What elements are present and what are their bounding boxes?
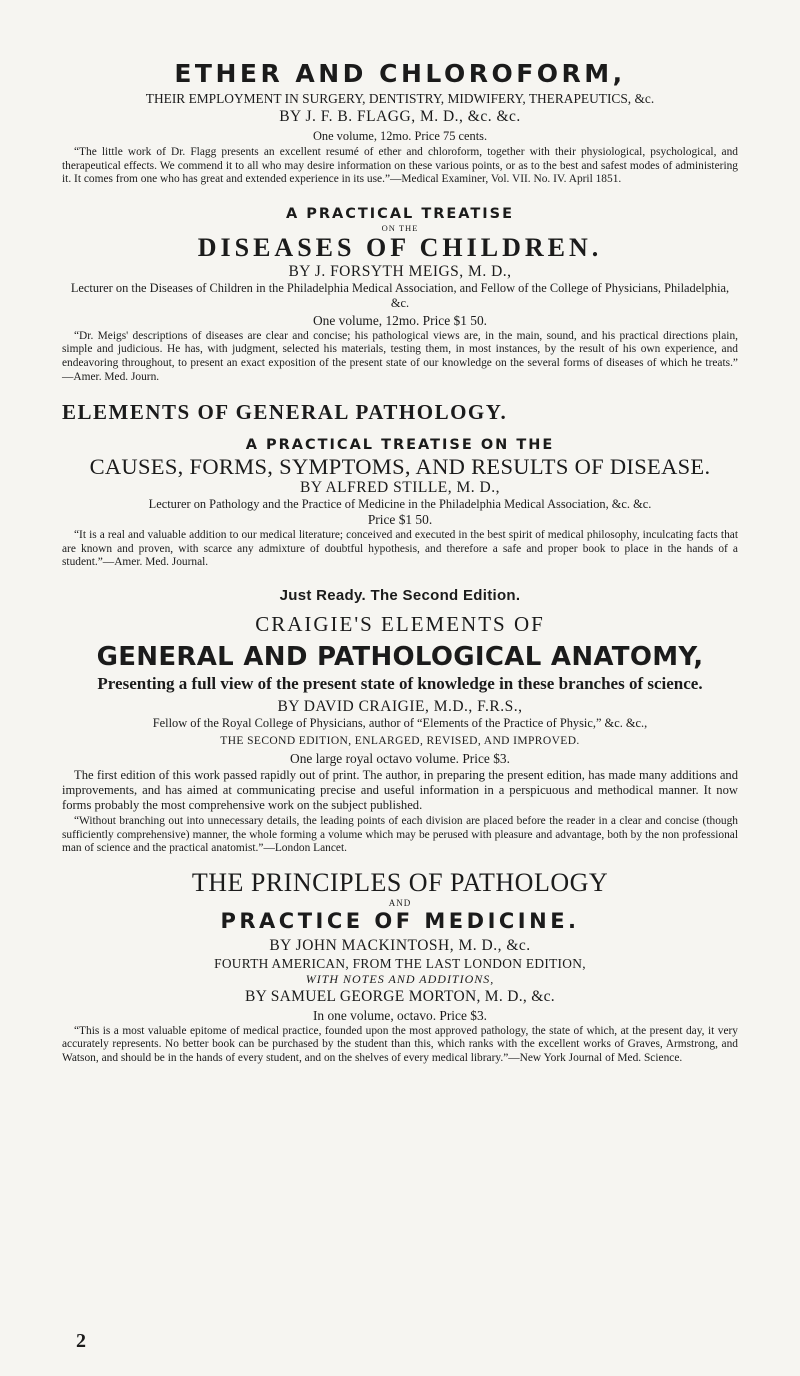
- mackintosh-ad: [62, 868, 738, 1066]
- stille-author: BY ALFRED STILLE, M. D.,: [299, 479, 500, 497]
- craigie-review: “Without branching out into unnecessary details, the leading points of each division are placed before the reader in a clear and concise (though sufficiently comprehensive) manner, the whole forming a volume which may be perused with pleasure and advantage, both by the non professional man of science and the practical anatomist.”—London Lancet.: [62, 814, 738, 855]
- mackintosh-editor: BY SAMUEL GEORGE MORTON, M. D., &c.: [245, 987, 555, 1005]
- craigie-author: BY DAVID CRAIGIE, M.D., F.R.S.,: [277, 697, 523, 715]
- stille-heading: ELEMENTS OF GENERAL PATHOLOGY.: [62, 400, 508, 425]
- stille-price: Price $1 50.: [367, 512, 433, 528]
- stille-title: CAUSES, FORMS, SYMPTOMS, AND RESULTS OF DISEASE.: [89, 454, 711, 480]
- ether-edition: One volume, 12mo. Price 75 cents.: [312, 129, 488, 143]
- mackintosh-edition-line: FOURTH AMERICAN, FROM THE LAST LONDON EDITION,: [214, 955, 586, 971]
- stille-review: “It is a real and valuable addition to our medical literature; conceived and executed in the best spirit of medical philosophy, inculcating facts that are known and proven, with scarce any admixture of doubtful hypothesis, and therefore a safe and proper book to place in the hands of a student.”—Amer. Med. Journal.: [62, 529, 738, 569]
- stille-ad: [62, 400, 738, 570]
- craigie-title-line1: CRAIGIE'S ELEMENTS OF: [255, 611, 545, 636]
- ether-subtitle: THEIR EMPLOYMENT IN SURGERY, DENTISTRY, MIDWIFERY, THERAPEUTICS, &c.: [145, 91, 655, 106]
- page-number: 2: [76, 1330, 86, 1352]
- ether-author: BY J. F. B. FLAGG, M. D., &c. &c.: [279, 108, 521, 125]
- mackintosh-and: AND: [388, 897, 412, 908]
- craigie-title-line2: GENERAL AND PATHOLOGICAL ANATOMY,: [96, 641, 704, 672]
- ether-title: ETHER AND CHLOROFORM,: [174, 59, 626, 88]
- meigs-author: BY J. FORSYTH MEIGS, M. D.,: [288, 262, 512, 280]
- stille-credentials: Lecturer on Pathology and the Practice of Medicine in the Philadelphia Medical Association, &c. &c.: [148, 497, 652, 512]
- craigie-edition-note: THE SECOND EDITION, ENLARGED, REVISED, AND IMPROVED.: [220, 734, 580, 747]
- mackintosh-title2: PRACTICE OF MEDICINE.: [220, 908, 580, 933]
- meigs-review: “Dr. Meigs' descriptions of diseases are clear and concise; his pathological views are, in the main, sound, and his practical directions plain, simple and judicious. He has, with judgment, selected his materials, testing them, in most instances, by the result of his own experience, and endeavoring throughout, to present an exact exposition of the present state of our knowledge on the several forms of diseases of which he treats.” —Amer. Med. Journ.: [62, 329, 738, 383]
- ether-chloroform-ad: [62, 60, 738, 187]
- ether-review: “The little work of Dr. Flagg presents an excellent resumé of ether and chloroform, together with their physiological, psychological, and therapeutical effects. We commend it to all who may desire information on these various points, or as to the best and safest modes of administering it. It comes from one who has great and extended experience in its use.”—Medical Examiner, Vol. VII. No. IV. April 1851.: [62, 146, 738, 186]
- meigs-kicker: A PRACTICAL TREATISE: [285, 205, 515, 222]
- craigie-tagline: Presenting a full view of the present state of knowledge in these branches of science.: [97, 673, 703, 693]
- mackintosh-review: “This is a most valuable epitome of medical practice, founded upon the most approved pathology, the state of which, at the present day, it very accurately represents. No better book can be purchased by the student than this, which ranks with the excellent works of Graves, Armstrong, and Watson, and should be in the hands of every student, and on the shelves of every medical library.”—New York Journal of Med. Science.: [62, 1024, 738, 1064]
- mackintosh-title: THE PRINCIPLES OF PATHOLOGY: [191, 867, 609, 897]
- meigs-title: DISEASES OF CHILDREN.: [197, 232, 603, 262]
- meigs-ad: [62, 206, 738, 384]
- meigs-credentials: Lecturer on the Diseases of Children in the Philadelphia Medical Association, and Fellow of the College of Physicians, Philadelphia, &c.: [70, 280, 730, 310]
- stille-kicker: A PRACTICAL TREATISE ON THE: [245, 437, 555, 454]
- craigie-ad: [62, 586, 738, 856]
- meigs-on-the: ON THE: [381, 222, 419, 233]
- mackintosh-edition: In one volume, octavo. Price $3.: [312, 1007, 488, 1023]
- meigs-edition: One volume, 12mo. Price $1 50.: [312, 312, 488, 328]
- mackintosh-notes: WITH NOTES AND ADDITIONS,: [305, 971, 495, 986]
- craigie-just-ready: Just Ready. The Second Edition.: [279, 586, 521, 604]
- craigie-body: The first edition of this work passed rapidly out of print. The author, in preparing the present edition, has made many additions and improvements, and has aimed at communicating precise and useful information in a perspicuous and methodical manner. It now forms probably the most comprehensive work on the subject published.: [62, 767, 738, 812]
- craigie-edition: One large royal octavo volume. Price $3.: [290, 750, 510, 766]
- mackintosh-author: BY JOHN MACKINTOSH, M. D., &c.: [269, 936, 531, 954]
- craigie-credentials: Fellow of the Royal College of Physicians, author of “Elements of the Practice of Physic,” &c. &c.,: [152, 715, 648, 730]
